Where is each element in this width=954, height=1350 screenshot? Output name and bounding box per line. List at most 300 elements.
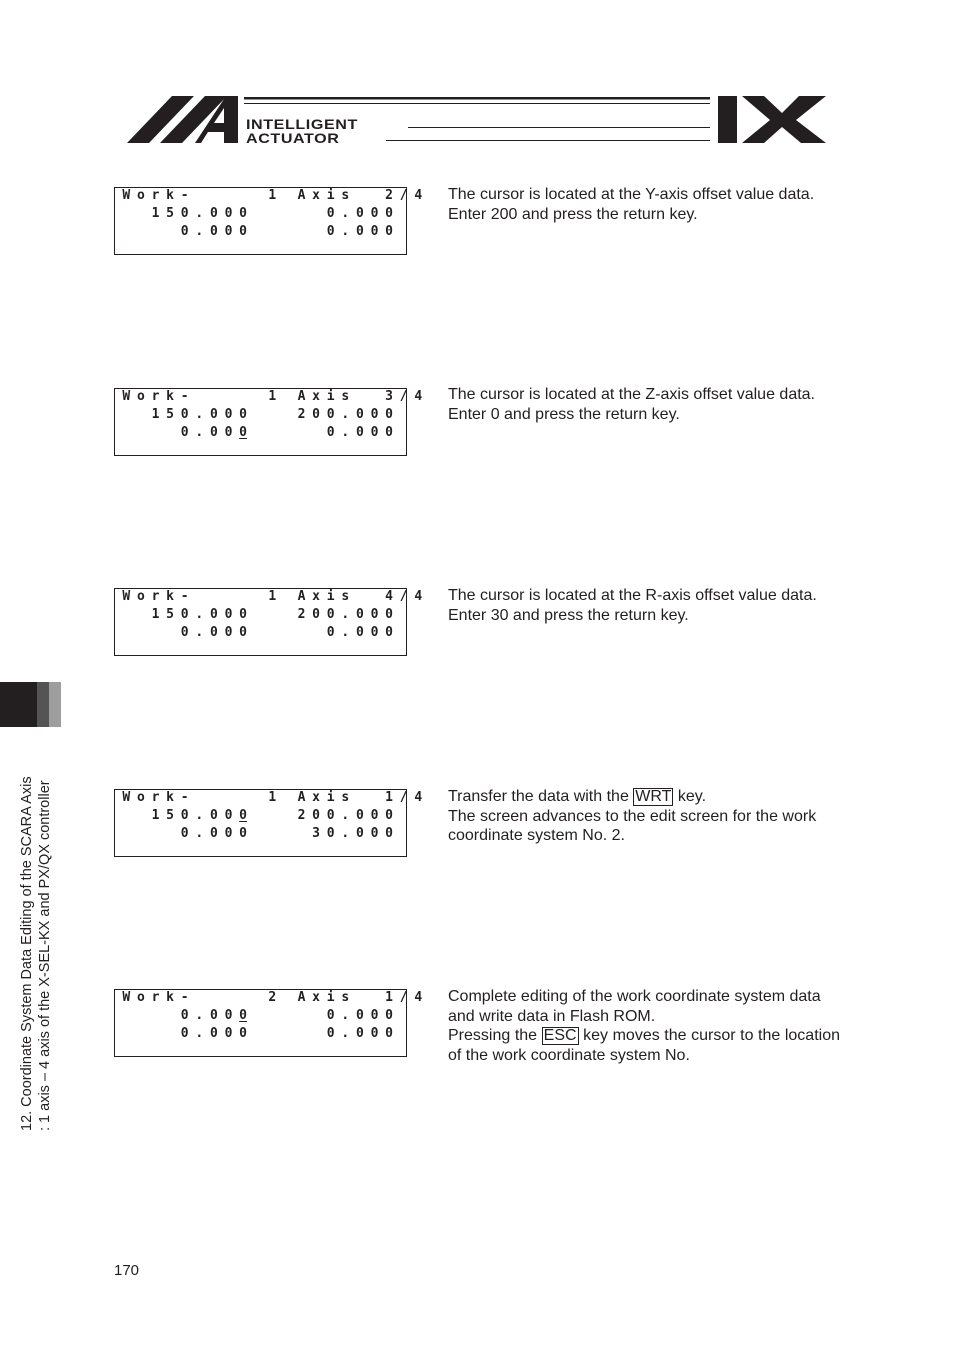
lcd-char: 0: [355, 1008, 364, 1023]
lcd-char: [265, 825, 280, 843]
lcd-char: [192, 989, 207, 1007]
chapter-tab-mid: [37, 682, 49, 727]
lcd-char: 0: [370, 224, 379, 239]
lcd-char: 0: [209, 206, 218, 221]
lcd-char: -: [180, 990, 189, 1005]
lcd-char: [353, 588, 368, 606]
lcd-char: 1: [385, 990, 393, 1005]
lcd-char: .: [195, 826, 204, 841]
description-text: key.: [677, 788, 707, 805]
lcd-char: 1: [151, 206, 160, 221]
description-line: The cursor is located at the Z-axis offset value data.: [448, 386, 815, 403]
lcd-char: 0: [355, 425, 364, 440]
lcd-char: [134, 1007, 149, 1025]
lcd-cursor-char: 0: [239, 808, 247, 823]
lcd-char: [280, 789, 295, 807]
ia-logo-graphic: [0, 0, 954, 160]
lcd-row: [115, 624, 408, 642]
lcd-char: [250, 989, 265, 1007]
lcd-char: [265, 807, 280, 825]
lcd-char: [134, 424, 149, 442]
lcd-display: [114, 187, 423, 255]
lcd-char: [250, 205, 265, 223]
lcd-char: 0: [385, 1026, 393, 1041]
lcd-char: [265, 624, 280, 642]
lcd-char: 0: [180, 625, 189, 640]
lcd-char: s: [341, 188, 350, 203]
lcd-char: [309, 1025, 324, 1043]
lcd-char: [134, 1025, 149, 1043]
description-line: The cursor is located at the Y-axis offset value data.: [448, 186, 815, 203]
lcd-char: [207, 388, 222, 406]
lcd-char: [280, 406, 295, 424]
lcd-char: .: [195, 625, 204, 640]
lcd-char: .: [341, 206, 350, 221]
lcd-char: r: [151, 589, 160, 604]
lcd-char: 0: [209, 1008, 218, 1023]
lcd-char: 0: [326, 1026, 335, 1041]
lcd-char: [119, 606, 134, 624]
lcd-char: [294, 825, 309, 843]
lcd-char: [265, 1025, 280, 1043]
lcd-char: [280, 588, 295, 606]
lcd-char: [207, 187, 222, 205]
lcd-char: [192, 588, 207, 606]
lcd-char: 0: [224, 425, 233, 440]
description-line: Complete editing of the work coordinate system data and write data in Flash ROM.: [448, 988, 821, 1025]
lcd-char: 0: [180, 826, 189, 841]
lcd-char: [265, 205, 280, 223]
lcd-char: [134, 624, 149, 642]
lcd-char: [221, 989, 236, 1007]
lcd-char: 0: [370, 425, 379, 440]
lcd-char: 1: [268, 790, 277, 805]
lcd-char: k: [166, 389, 174, 404]
lcd-display: [114, 388, 423, 456]
lcd-char: 1: [268, 589, 277, 604]
lcd-char: 0: [239, 625, 247, 640]
lcd-char: /: [399, 389, 408, 404]
lcd-char: 0: [209, 607, 218, 622]
lcd-row: [115, 789, 423, 807]
lcd-char: [353, 388, 368, 406]
lcd-char: [294, 223, 309, 241]
lcd-char: [207, 989, 222, 1007]
lcd-row: [115, 588, 423, 606]
lcd-char: [294, 1007, 309, 1025]
lcd-char: [250, 807, 265, 825]
lcd-char: 5: [166, 206, 174, 221]
lcd-row: [115, 606, 408, 624]
lcd-char: [119, 807, 134, 825]
lcd-char: [207, 789, 222, 807]
lcd-char: 0: [326, 826, 335, 841]
lcd-char: [265, 1007, 280, 1025]
wrt-key-label: WRT: [635, 788, 672, 805]
lcd-char: [280, 606, 295, 624]
lcd-char: [134, 205, 149, 223]
lcd-char: [134, 606, 149, 624]
lcd-char: [280, 187, 295, 205]
lcd-char: -: [180, 389, 189, 404]
lcd-char: 0: [326, 425, 335, 440]
lcd-char: 0: [385, 407, 393, 422]
lcd-char: [367, 388, 382, 406]
lcd-char: 4: [414, 389, 423, 404]
lcd-char: 0: [239, 1026, 247, 1041]
lcd-char: 3: [312, 826, 320, 841]
lcd-char: 1: [151, 607, 160, 622]
step-description: [448, 385, 840, 424]
lcd-char: [265, 606, 280, 624]
lcd-char: .: [341, 826, 350, 841]
lcd-char: -: [180, 790, 189, 805]
lcd-char: o: [136, 990, 145, 1005]
lcd-char: 0: [326, 407, 335, 422]
description-line: Enter 200 and press the return key.: [448, 205, 698, 223]
lcd-char: [309, 223, 324, 241]
lcd-char: 0: [385, 224, 393, 239]
lcd-char: 0: [355, 224, 364, 239]
lcd-char: 0: [224, 1026, 233, 1041]
lcd-char: [250, 1025, 265, 1043]
lcd-char: .: [341, 425, 350, 440]
lcd-char: W: [122, 389, 131, 404]
lcd-char: [250, 424, 265, 442]
lcd-char: [163, 1025, 178, 1043]
lcd-char: k: [166, 188, 174, 203]
description-text: Pressing the: [448, 1027, 538, 1044]
lcd-char: .: [195, 808, 204, 823]
lcd-char: [148, 624, 163, 642]
lcd-char: r: [151, 990, 160, 1005]
lcd-char: 0: [370, 1026, 379, 1041]
lcd-char: 0: [209, 826, 218, 841]
lcd-row: [115, 424, 408, 442]
lcd-char: [192, 388, 207, 406]
lcd-char: 0: [180, 808, 189, 823]
description-text: key moves the cursor to the location of the work coordinate system No.: [448, 1027, 840, 1064]
lcd-char: 0: [355, 826, 364, 841]
lcd-char: 0: [355, 607, 364, 622]
lcd-char: 0: [312, 607, 320, 622]
lcd-char: [163, 424, 178, 442]
lcd-char: [294, 1025, 309, 1043]
step-description: [448, 185, 840, 224]
lcd-char: 0: [224, 808, 233, 823]
description-text: Transfer the data with the: [448, 788, 629, 805]
lcd-char: [250, 588, 265, 606]
lcd-char: 0: [370, 625, 379, 640]
lcd-char: [280, 388, 295, 406]
lcd-char: [280, 205, 295, 223]
lcd-char: 0: [209, 407, 218, 422]
lcd-char: [250, 825, 265, 843]
lcd-char: 0: [224, 607, 233, 622]
lcd-char: 0: [209, 224, 218, 239]
lcd-char: [119, 205, 134, 223]
lcd-char: 0: [180, 407, 189, 422]
lcd-char: [221, 388, 236, 406]
lcd-char: x: [312, 389, 320, 404]
lcd-char: [250, 624, 265, 642]
lcd-char: .: [195, 425, 204, 440]
lcd-char: 0: [385, 607, 393, 622]
lcd-char: [134, 223, 149, 241]
lcd-char: k: [166, 589, 174, 604]
lcd-char: 2: [297, 808, 306, 823]
lcd-char: [280, 1007, 295, 1025]
lcd-char: .: [341, 1026, 350, 1041]
lcd-char: 5: [166, 607, 174, 622]
header-logo: [0, 0, 954, 160]
lcd-char: [250, 606, 265, 624]
lcd-char: 0: [239, 407, 247, 422]
lcd-char: 0: [370, 826, 379, 841]
lcd-char: [163, 1007, 178, 1025]
lcd-char: [119, 1007, 134, 1025]
lcd-char: 0: [370, 407, 379, 422]
lcd-char: 0: [180, 1026, 189, 1041]
lcd-char: k: [166, 990, 174, 1005]
lcd-char: [309, 205, 324, 223]
lcd-char: i: [326, 389, 335, 404]
lcd-char: /: [399, 990, 408, 1005]
lcd-char: .: [195, 224, 204, 239]
lcd-char: 0: [239, 224, 247, 239]
lcd-char: .: [195, 1008, 204, 1023]
lcd-char: [280, 807, 295, 825]
lcd-char: [207, 588, 222, 606]
lcd-display: [114, 588, 423, 656]
lcd-char: 0: [385, 808, 393, 823]
chapter-side-label: [18, 731, 54, 1131]
description-line: [448, 787, 840, 807]
lcd-char: W: [122, 188, 131, 203]
lcd-char: 4: [414, 990, 423, 1005]
lcd-char: A: [297, 389, 306, 404]
lcd-char: .: [341, 625, 350, 640]
lcd-char: [192, 187, 207, 205]
lcd-char: [265, 223, 280, 241]
lcd-char: A: [297, 589, 306, 604]
lcd-char: 0: [239, 607, 247, 622]
lcd-char: 2: [385, 188, 393, 203]
lcd-char: 0: [224, 826, 233, 841]
lcd-char: 0: [326, 607, 335, 622]
lcd-char: [119, 424, 134, 442]
lcd-char: .: [341, 1008, 350, 1023]
lcd-char: [353, 989, 368, 1007]
lcd-char: [148, 223, 163, 241]
lcd-char: [309, 1007, 324, 1025]
lcd-char: x: [312, 188, 320, 203]
lcd-char: .: [195, 607, 204, 622]
lcd-char: 0: [385, 425, 393, 440]
lcd-char: 5: [166, 407, 174, 422]
lcd-char: /: [399, 188, 408, 203]
lcd-char: i: [326, 990, 335, 1005]
lcd-char: -: [180, 589, 189, 604]
lcd-char: 0: [326, 224, 335, 239]
lcd-char: 0: [326, 1008, 335, 1023]
lcd-char: i: [326, 589, 335, 604]
lcd-char: W: [122, 790, 131, 805]
lcd-char: [163, 223, 178, 241]
lcd-char: 0: [209, 425, 218, 440]
lcd-char: 0: [370, 808, 379, 823]
lcd-char: 0: [180, 425, 189, 440]
lcd-char: 0: [180, 607, 189, 622]
lcd-char: 0: [355, 808, 364, 823]
lcd-char: 1: [151, 808, 160, 823]
description-line: The cursor is located at the R-axis offset value data.: [448, 587, 817, 604]
lcd-char: x: [312, 990, 320, 1005]
lcd-char: [221, 588, 236, 606]
lcd-char: 0: [355, 1026, 364, 1041]
lcd-display: [114, 989, 423, 1057]
lcd-char: 0: [224, 206, 233, 221]
lcd-char: 0: [224, 224, 233, 239]
lcd-char: r: [151, 188, 160, 203]
description-line: [448, 1026, 840, 1065]
lcd-char: k: [166, 790, 174, 805]
lcd-char: A: [297, 790, 306, 805]
lcd-char: i: [326, 790, 335, 805]
lcd-char: [353, 789, 368, 807]
lcd-char: s: [341, 589, 350, 604]
lcd-char: 2: [297, 607, 306, 622]
lcd-char: /: [399, 589, 408, 604]
lcd-char: 0: [370, 607, 379, 622]
lcd-char: 0: [180, 224, 189, 239]
lcd-char: [367, 789, 382, 807]
lcd-char: 0: [385, 1008, 393, 1023]
lcd-row: [115, 1025, 408, 1043]
logo-text-intelligent: INTELLIGENT: [246, 116, 358, 132]
lcd-char: .: [195, 206, 204, 221]
lcd-char: [250, 1007, 265, 1025]
lcd-char: 4: [414, 589, 423, 604]
lcd-char: [163, 624, 178, 642]
lcd-char: [367, 989, 382, 1007]
lcd-char: [367, 187, 382, 205]
lcd-char: 0: [224, 625, 233, 640]
lcd-char: [250, 789, 265, 807]
lcd-char: [148, 1007, 163, 1025]
lcd-char: [134, 825, 149, 843]
lcd-char: 0: [209, 808, 218, 823]
lcd-char: .: [341, 224, 350, 239]
lcd-char: [294, 624, 309, 642]
lcd-char: 3: [385, 389, 393, 404]
lcd-char: [119, 406, 134, 424]
lcd-char: [250, 187, 265, 205]
lcd-char: 1: [385, 790, 393, 805]
lcd-char: o: [136, 389, 145, 404]
lcd-char: [134, 406, 149, 424]
lcd-char: r: [151, 389, 160, 404]
lcd-char: [353, 187, 368, 205]
lcd-display: [114, 789, 423, 857]
lcd-char: 0: [209, 625, 218, 640]
lcd-char: .: [341, 407, 350, 422]
lcd-char: 0: [355, 407, 364, 422]
chapter-tab-light: [49, 682, 61, 727]
lcd-char: [236, 989, 251, 1007]
lcd-char: .: [195, 1026, 204, 1041]
lcd-char: x: [312, 790, 320, 805]
lcd-char: 0: [224, 407, 233, 422]
lcd-char: 0: [224, 1008, 233, 1023]
lcd-char: [280, 624, 295, 642]
lcd-char: [309, 624, 324, 642]
lcd-char: -: [180, 188, 189, 203]
lcd-char: W: [122, 990, 131, 1005]
lcd-char: 2: [297, 407, 306, 422]
lcd-char: A: [297, 188, 306, 203]
lcd-row: [115, 187, 423, 205]
page-number: 170: [114, 1262, 140, 1279]
lcd-char: [119, 825, 134, 843]
lcd-char: [119, 1025, 134, 1043]
lcd-char: [280, 989, 295, 1007]
lcd-row: [115, 807, 408, 825]
lcd-char: A: [297, 990, 306, 1005]
lcd-char: 5: [166, 808, 174, 823]
description-line: Enter 30 and press the return key.: [448, 606, 689, 624]
lcd-char: 0: [370, 1008, 379, 1023]
lcd-row: [115, 825, 408, 843]
lcd-char: [236, 388, 251, 406]
lcd-char: .: [341, 607, 350, 622]
lcd-char: [221, 187, 236, 205]
lcd-char: W: [122, 589, 131, 604]
lcd-char: [280, 1025, 295, 1043]
esc-key-label: ESC: [543, 1027, 577, 1044]
lcd-char: [236, 588, 251, 606]
lcd-char: 0: [355, 625, 364, 640]
lcd-row: [115, 388, 423, 406]
lcd-char: [250, 388, 265, 406]
step-description: [448, 787, 840, 846]
lcd-char: 0: [385, 206, 393, 221]
lcd-char: [250, 406, 265, 424]
lcd-char: s: [341, 389, 350, 404]
lcd-char: [294, 205, 309, 223]
lcd-char: 0: [180, 206, 189, 221]
lcd-cursor-char: 0: [239, 425, 247, 440]
lcd-char: 0: [370, 206, 379, 221]
lcd-char: 0: [385, 826, 393, 841]
lcd-char: o: [136, 589, 145, 604]
description-line: The screen advances to the edit screen for the work coordinate system No. 2.: [448, 807, 817, 844]
lcd-row: [115, 223, 408, 241]
lcd-char: 0: [209, 1026, 218, 1041]
lcd-char: [148, 1025, 163, 1043]
lcd-char: 0: [239, 206, 247, 221]
lcd-char: [148, 825, 163, 843]
step-description: [448, 987, 840, 1065]
lcd-char: 0: [326, 206, 335, 221]
lcd-char: [119, 624, 134, 642]
lcd-char: o: [136, 188, 145, 203]
lcd-row: [115, 989, 423, 1007]
lcd-row: [115, 1007, 408, 1025]
lcd-char: 0: [312, 808, 320, 823]
lcd-char: 0: [239, 826, 247, 841]
chapter-title-line1: 12. Coordinate System Data Editing of the SCARA Axis: [19, 776, 35, 1131]
